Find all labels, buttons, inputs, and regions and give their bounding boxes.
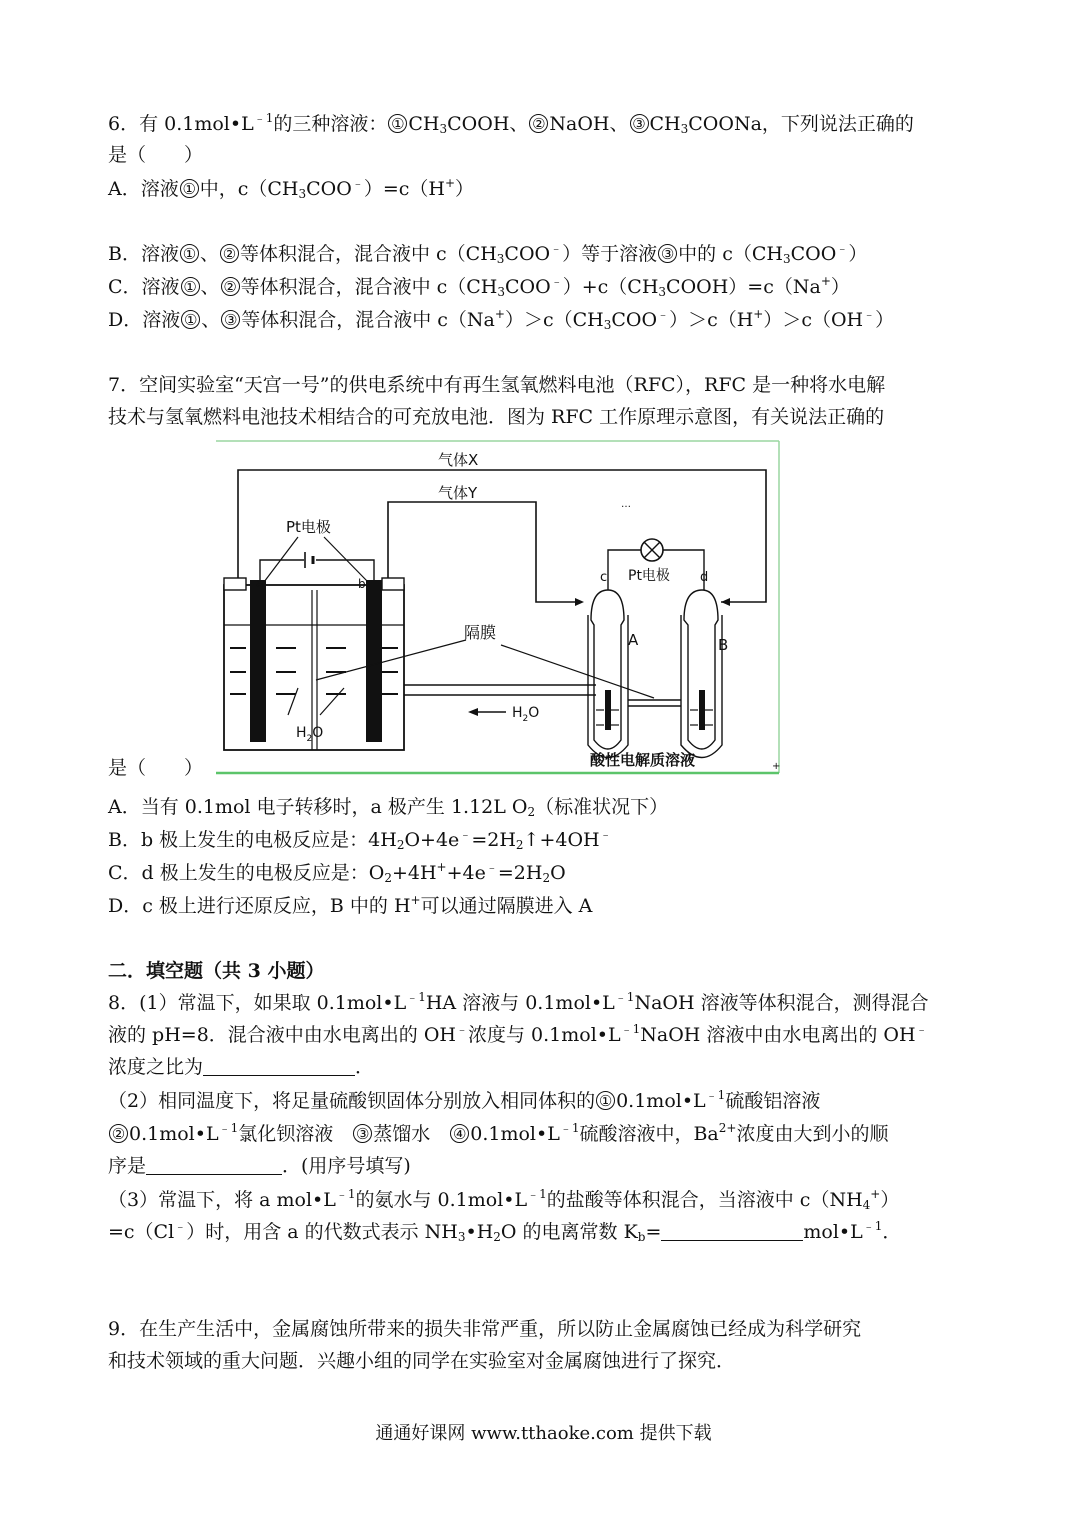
answer-blank-2[interactable] <box>146 1156 282 1175</box>
gas-y-label: 气体Y <box>438 484 478 502</box>
label-a: a <box>256 576 264 590</box>
dots-mark: … <box>621 499 631 510</box>
rfc-diagram <box>216 440 781 775</box>
label-d: d <box>700 570 709 585</box>
q7-option-b: B．b 极上发生的电极反应是：$4H_2O+4e^﹣=2H_2↑+4OH^﹣$ <box>108 827 612 852</box>
gas-x-pipe <box>238 470 766 602</box>
footer-source: 通通好课网 www.tthaoke.com 提供下载 <box>375 1423 712 1444</box>
q8-part2-line1: （2）相同温度下，将足量硫酸钡固体分别放入相同体积的 ① $0.1mol•L^{﹣1}$硫酸铝溶液 <box>108 1088 821 1112</box>
section-2-title: 二．填空题（共 3 小题） <box>108 960 325 982</box>
circled-2: ② <box>529 114 548 133</box>
electrode-a <box>250 580 266 742</box>
q6-option-c: C．溶液 ① 、 ② 等体积混合，混合液中 $c(CH_3COO^﹣)+c(CH_3COOH)=c(Na^+)$ <box>108 274 850 299</box>
label-tube-b: B <box>718 636 729 654</box>
q6-option-a: A．溶液 ① 中，$c(CH_3COO^﹣)=c(H^+)$ <box>108 176 475 201</box>
water-bottom-label: $H_2O$ <box>296 725 324 744</box>
q8-part3-line2: =c（Cl﹣）时，用含 a 的代数式表示 $NH_3•H_2O$ 的电离常数 $K_b=$ $mol•L^{﹣1}$． <box>108 1219 902 1244</box>
q8-line3: 浓度之比为 ． <box>108 1056 375 1078</box>
answer-blank-3[interactable] <box>661 1222 803 1241</box>
q7-option-a: A．当有 0.1mol 电子转移时，a 极产生 1.12L $O_2$（标准状况下） <box>108 796 669 819</box>
label-b: b <box>358 577 366 591</box>
q8-part3-line1: （3）常温下，将 a $mol•L^{﹣1}$的氨水与 $0.1mol•L^{﹣1}$的盐酸等体积混合，当溶液中 $c(NH_4^+)$ <box>108 1187 900 1212</box>
gas-x-label: 气体X <box>438 451 479 469</box>
q9-line2: 和技术领域的重大问题．兴趣小组的同学在实验室对金属腐蚀进行了探究． <box>108 1350 736 1372</box>
pt-electrode-right-label: Pt电极 <box>628 568 670 584</box>
label-c: c <box>600 570 608 585</box>
label-tube-a: A <box>628 631 639 649</box>
figure-corner-mark: + <box>772 761 781 772</box>
electrode-c <box>605 690 611 730</box>
q7-option-d: D．c 极上进行还原反应，B 中的 H+可以通过隔膜进入 A <box>108 893 593 917</box>
electrode-d <box>699 690 705 730</box>
q8-part2-line2: ② $0.1mol•L^{﹣1}$氯化钡溶液 ③ 蒸馏水 ④ $0.1mol•L^{﹣1}$硫酸溶液中，$Ba^{2+}$浓度由大到小的顺 <box>108 1121 888 1147</box>
q7-stem-line3: 是（ ） <box>108 757 204 779</box>
electrode-b <box>366 580 382 742</box>
q6-stem-line1: 6．有 $0.1mol•L^{﹣1}$的三种溶液： ① $CH_3COOH$、 ② NaOH、 ③ $CH_3COONa$，下列说法正确的 <box>108 111 914 136</box>
electrolyte-label: 酸性电解质溶液 <box>590 751 696 769</box>
circled-1: ① <box>388 114 407 133</box>
q7-stem-line2: 技术与氢氧燃料电池技术相结合的可充放电池．图为 RFC 工作原理示意图，有关说法正确的 <box>108 406 885 428</box>
q6-stem-line2: 是（ ） <box>108 144 204 166</box>
gas-y-pipe <box>388 502 581 602</box>
q6-option-b: B．溶液 ① 、 ② 等体积混合，混合液中 $c(CH_3COO^﹣)$等于溶液 ③ 中的 $c(CH_3COO^﹣)$ <box>108 241 868 266</box>
q7-stem-line1: 7．空间实验室“天宫一号”的供电系统中有再生氢氧燃料电池（RFC），RFC 是一种将水电解 <box>108 374 886 396</box>
q6-option-d: D．溶液 ① 、 ③ 等体积混合，混合液中 $c(Na^+)>c(CH_3COO^﹣)>c(H^+)>c(OH^﹣)$ <box>108 307 895 332</box>
membrane-label: 隔膜 <box>464 623 497 642</box>
circled-3: ③ <box>630 114 649 133</box>
q8-line1: 8．(1）常温下，如果取 $0.1mol•L^{﹣1}HA$ 溶液与 $0.1mol•L^{﹣1}NaOH$ 溶液等体积混合，测得混合 <box>108 990 929 1014</box>
q8-line2: 液的 pH=8．混合液中由水电离出的 OH﹣浓度与 $0.1mol•L^{﹣1}NaOH$ 溶液中由水电离出的 OH﹣ <box>108 1022 928 1046</box>
q7-option-c: C．d 极上发生的电极反应是：$O_2+4H^++4e^﹣=2H_2O$ <box>108 860 566 885</box>
answer-blank-1[interactable] <box>203 1057 355 1076</box>
q8-part2-line3: 序是 ．(用序号填写) <box>108 1155 411 1177</box>
pt-electrode-left-label: Pt电极 <box>286 518 331 536</box>
q9-line1: 9．在生产生活中，金属腐蚀所带来的损失非常严重，所以防止金属腐蚀已经成为科学研究 <box>108 1318 862 1340</box>
water-flow-label: $H_2O$ <box>512 705 540 724</box>
